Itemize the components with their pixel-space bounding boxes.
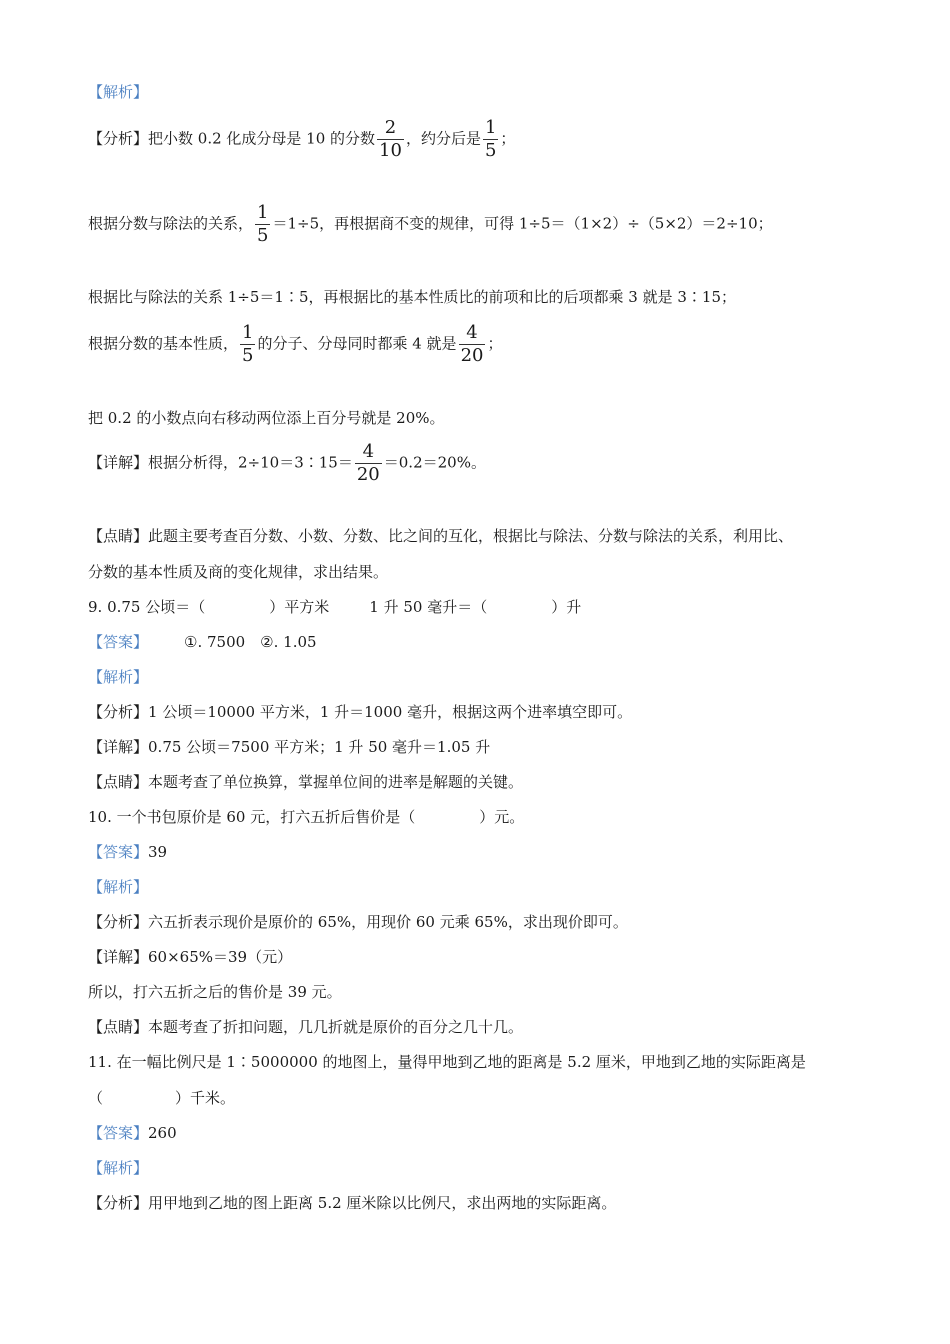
analysis-heading: 【解析】 bbox=[88, 83, 149, 101]
analysis-paragraph: 【分析】1 公顷＝10000 平方米，1 升＝1000 毫升，根据这两个进率填空即可。 bbox=[88, 703, 633, 721]
question-10: 10. 一个书包原价是 60 元，打六五折后售价是（ ）元。 bbox=[88, 808, 525, 826]
question-11: 11. 在一幅比例尺是 1∶5000000 的地图上，量得甲地到乙地的距离是 5.2 厘米，甲地到乙地的实际距离是 bbox=[88, 1053, 806, 1071]
detail-paragraph: 【详解】0.75 公顷＝7500 平方米；1 升 50 毫升＝1.05 升 bbox=[88, 738, 491, 756]
analysis-paragraph: 【分析】六五折表示现价是原价的 65%，用现价 60 元乘 65%，求出现价即可。 bbox=[88, 913, 628, 931]
answer-line bbox=[88, 632, 317, 652]
answer-line bbox=[88, 842, 167, 862]
analysis-heading: 【解析】 bbox=[88, 1159, 149, 1177]
answer-value: 39 bbox=[148, 843, 168, 861]
answer-tag: 【答案】 bbox=[88, 633, 149, 651]
answer-value: ①. 7500 ②. 1.05 bbox=[184, 633, 317, 651]
decimal-percent-paragraph: 把 0.2 的小数点向右移动两位添上百分号就是 20%。 bbox=[88, 409, 445, 427]
question-11-cont: （ ）千米。 bbox=[88, 1089, 236, 1107]
comment-paragraph: 【点睛】本题考查了单位换算，掌握单位间的进率是解题的关键。 bbox=[88, 773, 524, 791]
fraction: $\frac{1}{5}$ bbox=[242, 322, 254, 366]
answer-line bbox=[88, 1123, 177, 1143]
comment-paragraph: 【点睛】此题主要考查百分数、小数、分数、比之间的互化，根据比与除法、分数与除法的关系，利用比、 bbox=[88, 527, 794, 545]
fraction: $\frac{4}{20}$ bbox=[356, 441, 380, 485]
fraction: $\frac{1}{5}$ bbox=[484, 117, 497, 161]
analysis-paragraph: 【分析】用甲地到乙地的图上距离 5.2 厘米除以比例尺，求出两地的实际距离。 bbox=[88, 1194, 617, 1212]
fraction: $\frac{4}{20}$ bbox=[460, 322, 484, 366]
question-9: 9. 0.75 公顷＝（ ）平方米 1 升 50 毫升＝（ ）升 bbox=[88, 598, 582, 616]
conclusion-paragraph: 所以，打六五折之后的售价是 39 元。 bbox=[88, 983, 342, 1001]
analysis-tag: 【分析】 bbox=[88, 129, 149, 148]
answer-tag: 【答案】 bbox=[88, 1124, 149, 1142]
comment-paragraph: 【点睛】本题考查了折扣问题，几几折就是原价的百分之几十几。 bbox=[88, 1018, 524, 1036]
fraction: $\frac{1}{5}$ bbox=[257, 202, 269, 246]
answer-value: 260 bbox=[148, 1124, 177, 1142]
comment-tag: 【点睛】 bbox=[88, 527, 149, 545]
detail-tag: 【详解】 bbox=[88, 453, 149, 472]
detail-paragraph: 【详解】根据分析得，2÷10＝3∶15＝ $\frac{4}{20}$ ＝0.2＝20%。 bbox=[88, 441, 486, 485]
analysis-paragraph: 【分析】把小数 0.2 化成分母是 10 的分数 $\frac{2}{10}$ ，约分后是 $\frac{1}{5}$ ； bbox=[88, 117, 516, 161]
analysis-heading: 【解析】 bbox=[88, 878, 149, 896]
fraction: $\frac{2}{10}$ bbox=[379, 117, 402, 161]
ratio-division-paragraph: 根据比与除法的关系 1÷5＝1∶5，再根据比的基本性质比的前项和比的后项都乘 3 就是 3∶15； bbox=[88, 288, 736, 306]
comment-paragraph-cont: 分数的基本性质及商的变化规律，求出结果。 bbox=[88, 563, 389, 581]
fraction-property-paragraph: 根据分数的基本性质， $\frac{1}{5}$ 的分子、分母同时都乘 4 就是 $\frac{4}{20}$ ； bbox=[88, 322, 503, 366]
analysis-heading: 【解析】 bbox=[88, 668, 149, 686]
answer-tag: 【答案】 bbox=[88, 843, 149, 861]
fraction-division-paragraph: 根据分数与除法的关系， $\frac{1}{5}$ ＝1÷5，再根据商不变的规律，可得 1÷5＝（1×2）÷（5×2）＝2÷10； bbox=[88, 202, 773, 246]
detail-paragraph: 【详解】60×65%＝39（元） bbox=[88, 948, 293, 966]
